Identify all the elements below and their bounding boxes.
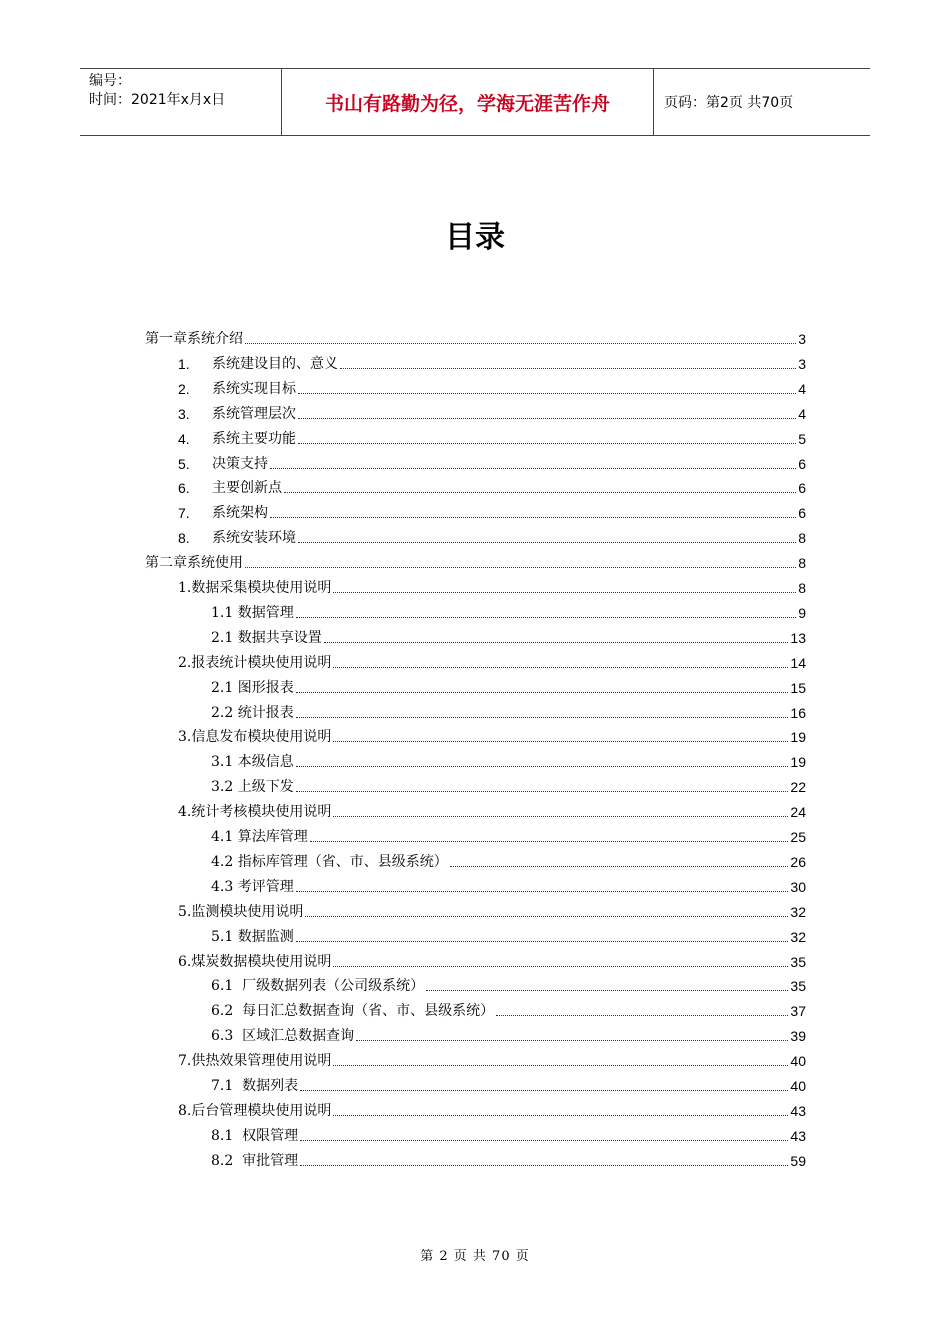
toc-dot-leader: [296, 791, 789, 792]
toc-entry[interactable]: [211, 747, 806, 771]
toc-entry-title: 8.后台管理模块使用说明: [178, 1102, 332, 1119]
toc-entry[interactable]: [178, 797, 806, 821]
toc-dot-leader: [245, 567, 796, 568]
toc-entry-title: 决策支持: [212, 455, 268, 472]
toc-entry-number: 7.: [178, 505, 190, 522]
toc-entry[interactable]: [211, 623, 806, 647]
toc-entry-page: 19: [790, 729, 806, 746]
toc-entry-number: 2.: [178, 380, 190, 397]
toc-entry-title: 第一章系统介绍: [145, 331, 243, 347]
toc-entry[interactable]: [145, 548, 806, 572]
toc-entry[interactable]: [211, 922, 806, 946]
toc-entry-page: 3: [798, 355, 806, 372]
toc-entry-page: 9: [798, 604, 806, 621]
toc-entry-title: 4.统计考核模块使用说明: [178, 804, 332, 821]
toc-entry-number: 4.: [178, 430, 190, 447]
toc-entry-title: 8.2 审批管理: [211, 1152, 299, 1169]
toc-entry[interactable]: [211, 698, 806, 722]
toc-entry-title: 6.1 厂级数据列表（公司级系统）: [211, 978, 425, 995]
toc-dot-leader: [298, 542, 796, 543]
toc-entry[interactable]: [211, 822, 806, 846]
toc-entry-page: 30: [790, 878, 806, 895]
toc-dot-leader: [298, 393, 796, 394]
toc-entry[interactable]: [211, 673, 806, 697]
toc-entry-title: 3.信息发布模块使用说明: [178, 729, 332, 746]
toc-dot-leader: [296, 717, 789, 718]
toc-dot-leader: [333, 667, 788, 668]
toc-dot-leader: [496, 1015, 788, 1016]
toc-entry[interactable]: [211, 1071, 806, 1095]
toc-entry-title: 6.2 每日汇总数据查询（省、市、县级系统）: [211, 1003, 495, 1020]
toc-entry-title: 6.3 区域汇总数据查询: [211, 1028, 355, 1045]
toc-entry-page: 35: [790, 953, 806, 970]
toc-entry[interactable]: [178, 573, 806, 597]
toc-entry-title: 2.报表统计模块使用说明: [178, 654, 332, 671]
toc-entry-number: 8.: [178, 530, 190, 547]
toc-entry-title: 系统管理层次: [212, 405, 296, 422]
toc-entry-page: 5: [798, 430, 806, 447]
toc-entry-number: 3.: [178, 405, 190, 422]
toc-entry[interactable]: [178, 498, 806, 522]
toc-entry-page: 15: [790, 679, 806, 696]
toc-dot-leader: [270, 468, 796, 469]
toc-entry-title: 系统主要功能: [212, 430, 296, 447]
toc-entry-title: 2.2 统计报表: [211, 704, 294, 721]
toc-dot-leader: [298, 418, 796, 419]
toc-entry[interactable]: [211, 872, 806, 896]
header-page-info: 页码：第2页 共70页: [664, 95, 794, 111]
toc-entry-page: 24: [790, 804, 806, 821]
toc-entry-page: 43: [790, 1127, 806, 1144]
toc-entry-page: 6: [798, 455, 806, 472]
toc-entry-title: 1.数据采集模块使用说明: [178, 580, 332, 596]
toc-entry-title: 系统架构: [212, 505, 268, 522]
toc-entry[interactable]: [211, 1146, 806, 1170]
toc-entry-page: 4: [798, 405, 806, 422]
toc-entry-title: 第二章系统使用: [145, 555, 243, 572]
toc-entry-page: 40: [790, 1078, 806, 1094]
toc-dot-leader: [340, 368, 796, 369]
toc-entry-title: 系统建设目的、意义: [212, 355, 338, 372]
toc-entry[interactable]: [178, 897, 806, 921]
toc-entry-title: 6.煤炭数据模块使用说明: [178, 953, 332, 970]
toc-dot-leader: [324, 642, 789, 643]
toc-entry-page: 37: [790, 1003, 806, 1020]
header-code-label: 编号：: [89, 73, 131, 89]
toc-entry[interactable]: [178, 424, 806, 448]
toc-entry-page: 59: [790, 1152, 806, 1169]
toc-entry-title: 系统安装环境: [212, 530, 296, 547]
toc-entry-title: 主要创新点: [212, 480, 282, 497]
toc-dot-leader: [300, 1090, 788, 1091]
toc-entry-title: 2.1 图形报表: [211, 679, 294, 696]
toc-dot-leader: [333, 741, 788, 742]
toc-entry-page: 4: [798, 380, 806, 397]
toc-dot-leader: [333, 1065, 788, 1066]
toc-entry-page: 22: [790, 779, 806, 796]
toc-entry-page: 35: [790, 978, 806, 995]
toc-dot-leader: [356, 1040, 788, 1041]
toc-entry[interactable]: [145, 324, 806, 348]
toc-entry-title: 7.1 数据列表: [211, 1078, 299, 1094]
toc-entry[interactable]: [178, 1096, 806, 1120]
toc-entry-page: 39: [790, 1028, 806, 1045]
toc-dot-leader: [300, 1140, 788, 1141]
toc-entry-page: 25: [790, 829, 806, 845]
toc-entry[interactable]: [211, 772, 806, 796]
toc-entry-page: 32: [790, 928, 806, 945]
toc-entry[interactable]: [178, 648, 806, 672]
toc-entry[interactable]: [178, 349, 806, 373]
toc-dot-leader: [296, 766, 789, 767]
toc-dot-leader: [333, 592, 796, 593]
toc-entry-title: 4.2 指标库管理（省、市、县级系统）: [211, 853, 448, 870]
toc-entry-page: 40: [790, 1053, 806, 1070]
toc-entry-title: 2.1 数据共享设置: [211, 629, 322, 646]
toc-entry-number: 6.: [178, 480, 190, 497]
toc-entry-page: 8: [798, 555, 806, 572]
toc-entry-title: 5.监测模块使用说明: [178, 903, 304, 920]
page-title: 目录: [445, 220, 505, 255]
toc-entry-page: 6: [798, 505, 806, 522]
toc-entry-title: 4.3 考评管理: [211, 878, 294, 895]
toc-dot-leader: [333, 816, 788, 817]
toc-dot-leader: [284, 492, 796, 493]
toc-entry-title: 3.2 上级下发: [211, 779, 294, 796]
toc-entry[interactable]: [211, 1021, 806, 1045]
toc-entry-title: 5.1 数据监测: [211, 928, 294, 945]
toc-entry-title: 4.1 算法库管理: [211, 829, 308, 845]
toc-entry[interactable]: [178, 523, 806, 547]
toc-dot-leader: [300, 1165, 788, 1166]
toc-entry[interactable]: [178, 399, 806, 423]
toc-entry-page: 19: [790, 754, 806, 771]
toc-entry[interactable]: [211, 1121, 806, 1145]
toc-entry-number: 1.: [178, 355, 190, 372]
toc-entry[interactable]: [178, 473, 806, 497]
toc-entry-page: 32: [790, 903, 806, 920]
toc-dot-leader: [333, 1115, 788, 1116]
toc-entry-page: 6: [798, 480, 806, 497]
toc-entry-page: 14: [790, 654, 806, 671]
toc-entry[interactable]: [211, 847, 806, 871]
toc-entry-title: 8.1 权限管理: [211, 1127, 299, 1144]
toc-entry[interactable]: [178, 947, 806, 971]
toc-entry-page: 3: [798, 331, 806, 347]
toc-dot-leader: [333, 966, 788, 967]
toc-dot-leader: [270, 517, 796, 518]
toc-entry-page: 13: [790, 629, 806, 646]
toc-entry-page: 43: [790, 1102, 806, 1119]
toc-entry[interactable]: [211, 996, 806, 1020]
toc-entry-page: 8: [798, 580, 806, 596]
header-motto: 书山有路勤为径，学海无涯苦作舟: [282, 69, 654, 135]
toc-dot-leader: [296, 891, 789, 892]
toc-entry[interactable]: [211, 971, 806, 995]
toc-dot-leader: [296, 941, 789, 942]
page-header: [80, 68, 870, 136]
toc-dot-leader: [296, 692, 789, 693]
toc-dot-leader: [296, 617, 796, 618]
toc-entry-title: 3.1 本级信息: [211, 754, 294, 771]
toc-entry-page: 8: [798, 530, 806, 547]
toc-dot-leader: [245, 343, 796, 344]
toc-entry-number: 5.: [178, 455, 190, 472]
toc-dot-leader: [310, 841, 789, 842]
toc-entry-title: 7.供热效果管理使用说明: [178, 1053, 332, 1070]
toc-entry-page: 26: [790, 853, 806, 870]
toc-entry[interactable]: [178, 374, 806, 398]
toc-entry-title: 系统实现目标: [212, 380, 296, 397]
toc-entry-page: 16: [790, 704, 806, 721]
toc-entry[interactable]: [178, 1046, 806, 1070]
toc-dot-leader: [298, 443, 796, 444]
toc-dot-leader: [426, 990, 788, 991]
toc-dot-leader: [305, 916, 788, 917]
toc-entry[interactable]: [178, 722, 806, 746]
page-footer: 第 2 页 共 70 页: [420, 1249, 530, 1264]
toc-entry[interactable]: [211, 598, 806, 622]
header-meta: [80, 69, 282, 135]
toc-entry[interactable]: [178, 449, 806, 473]
header-date-label: 时间：2021年x月x日: [89, 92, 226, 108]
toc-entry-title: 1.1 数据管理: [211, 604, 294, 621]
toc-dot-leader: [450, 866, 789, 867]
